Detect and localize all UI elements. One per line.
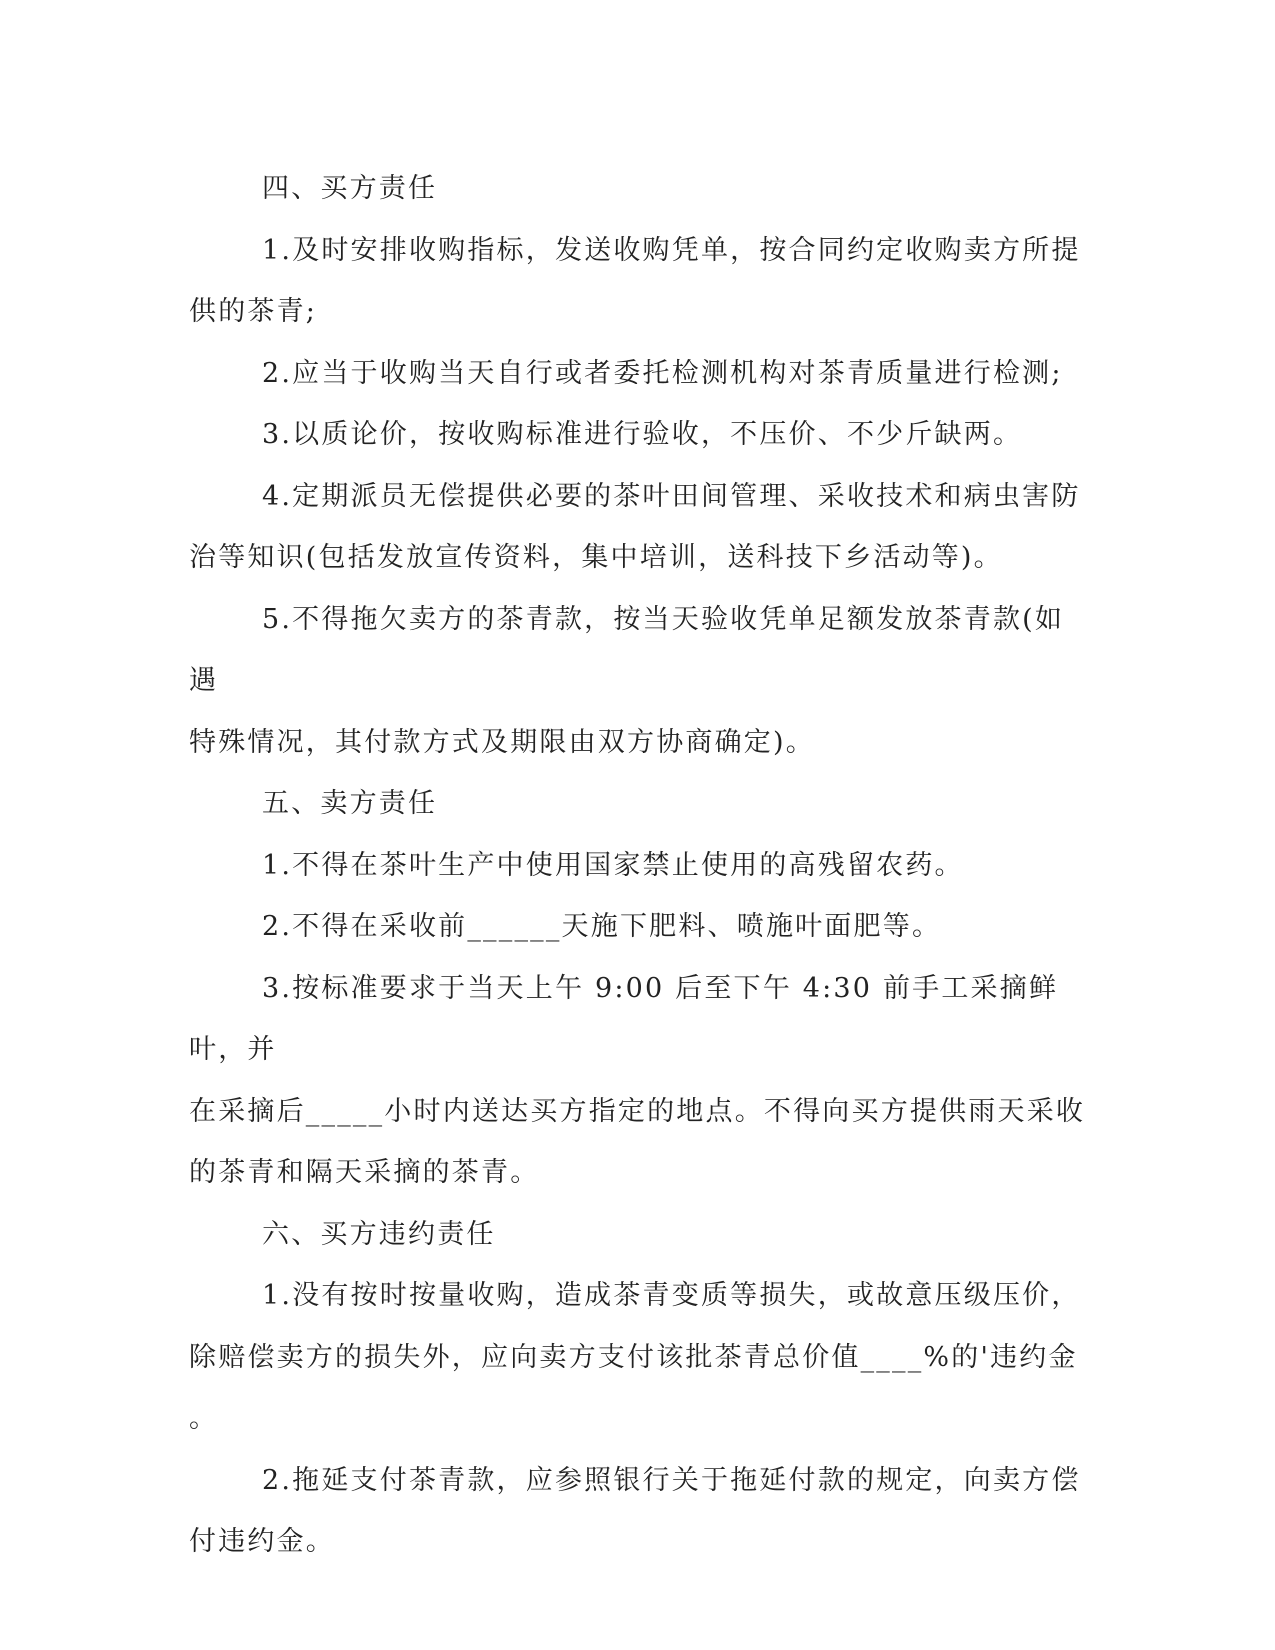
paragraph-line: 供的茶青; <box>189 296 318 327</box>
paragraph-line: 1.没有按时按量收购，造成茶青变质等损失，或故意压级压价， <box>262 1280 1081 1311</box>
paragraph-line: 的茶青和隔天采摘的茶青。 <box>189 1157 540 1188</box>
paragraph-line: 1.及时安排收购指标，发送收购凭单，按合同约定收购卖方所提 <box>262 234 1081 266</box>
paragraph-line: 在采摘后_____小时内送达买方指定的地点。不得向买方提供雨天采收 <box>189 1095 1086 1127</box>
paragraph-line: 2.拖延支付茶青款，应参照银行关于拖延付款的规定，向卖方偿 <box>262 1464 1081 1496</box>
paragraph-line: 3.按标准要求于当天上午 9:00 后至下午 4:30 前手工采摘鲜叶，并 <box>189 972 1059 1065</box>
section-heading-buyer-duties: 四、买方责任 <box>262 173 438 204</box>
paragraph-line: 治等知识(包括发放宣传资料，集中培训，送科技下乡活动等)。 <box>189 542 1003 573</box>
paragraph-line: 。 <box>189 1403 219 1434</box>
paragraph-line: 付违约金。 <box>189 1526 335 1557</box>
paragraph-line: 3.以质论价，按收购标准进行验收，不压价、不少斤缺两。 <box>262 419 1023 450</box>
document-body <box>189 158 1089 1573</box>
paragraph-line: 2.不得在采收前______天施下肥料、喷施叶面肥等。 <box>262 911 942 942</box>
section-heading-seller-duties: 五、卖方责任 <box>262 788 438 819</box>
paragraph-line: 2.应当于收购当天自行或者委托检测机构对茶青质量进行检测; <box>262 357 1063 389</box>
paragraph-line: 除赔偿卖方的损失外，应向卖方支付该批茶青总价值____%的'违约金 <box>189 1341 1078 1373</box>
section-heading-buyer-breach: 六、买方违约责任 <box>262 1218 496 1250</box>
paragraph-line: 4.定期派员无偿提供必要的茶叶田间管理、采收技术和病虫害防 <box>262 480 1081 512</box>
paragraph-line: 1.不得在茶叶生产中使用国家禁止使用的高残留农药。 <box>262 849 964 881</box>
paragraph-line: 特殊情况，其付款方式及期限由双方协商确定)。 <box>189 726 815 758</box>
paragraph-line: 5.不得拖欠卖方的茶青款，按当天验收凭单足额发放茶青款(如遇 <box>189 603 1065 696</box>
